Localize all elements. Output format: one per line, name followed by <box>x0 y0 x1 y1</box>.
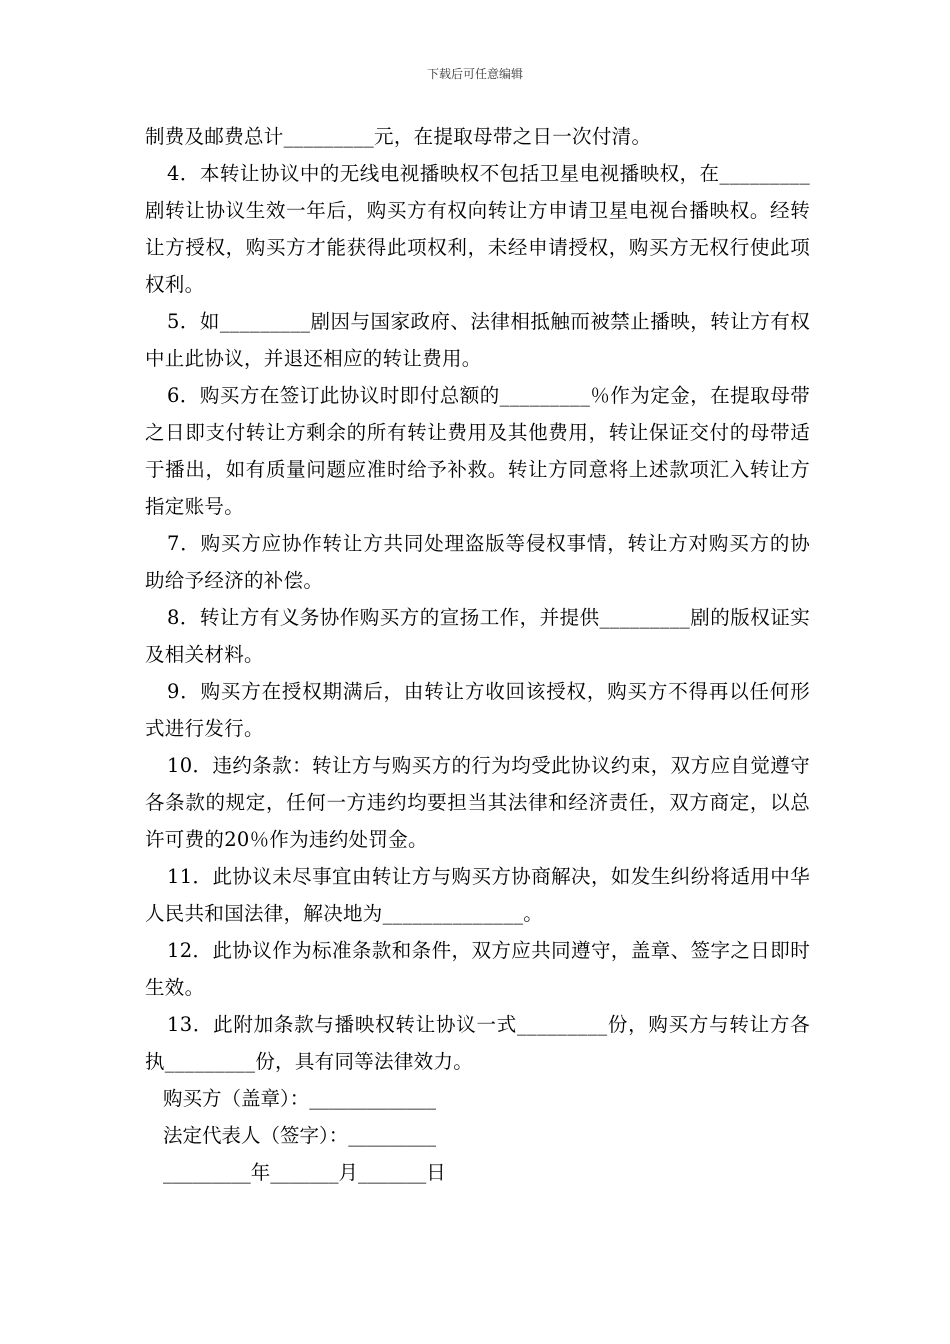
clause-4: 4．本转让协议中的无线电视播映权不包括卫星电视播映权，在_________剧转让协议生效一年后，购买方有权向转让方申请卫星电视台播映权。经转让方授权，购买方才能获得此项权利，未经申请授权，购买方无权行使此项权利。 <box>145 162 810 296</box>
clause-7: 7．购买方应协作转让方共同处理盗版等侵权事情，转让方对购买方的协助给予经济的补偿。 <box>145 532 810 592</box>
clause-11: 11．此协议未尽事宜由转让方与购买方协商解决，如发生纠纷将适用中华人民共和国法律，解决地为______________。 <box>145 865 810 925</box>
clause-5: 5．如_________剧因与国家政府、法律相抵触而被禁止播映，转让方有权中止此协议，并退还相应的转让费用。 <box>145 310 810 370</box>
page-header: 下载后可任意编辑 <box>426 67 523 81</box>
paragraph-continuation: 制费及邮费总计_________元，在提取母带之日一次付清。 <box>145 125 652 148</box>
clause-6: 6．购买方在签订此协议时即付总额的_________％作为定金，在提取母带之日即支付转让方剩余的所有转让费用及其他费用，转让保证交付的母带适于播出，如有质量问题应准时给予补救。转让方同意将上述款项汇入转让方指定账号。 <box>145 384 810 518</box>
date-line: _________年_______月_______日 <box>163 1161 446 1184</box>
legal-rep-signature-line: 法定代表人（签字）：_________ <box>163 1124 437 1147</box>
clause-12: 12．此协议作为标准条款和条件，双方应共同遵守，盖章、签字之日即时生效。 <box>145 939 810 999</box>
clause-10: 10．违约条款：转让方与购买方的行为均受此协议约束，双方应自觉遵守各条款的规定，任何一方违约均要担当其法律和经济责任，双方商定，以总许可费的20％作为违约处罚金。 <box>145 754 810 851</box>
clause-8: 8．转让方有义务协作购买方的宣扬工作，并提供_________剧的版权证实及相关材料。 <box>145 606 810 666</box>
clause-13: 13．此附加条款与播映权转让协议一式_________份，购买方与转让方各执_________份，具有同等法律效力。 <box>145 1013 810 1073</box>
buyer-seal-line: 购买方（盖章）：_____________ <box>163 1087 437 1110</box>
clause-9: 9．购买方在授权期满后，由转让方收回该授权，购买方不得再以任何形式进行发行。 <box>145 680 810 740</box>
document-body <box>145 118 810 1191</box>
